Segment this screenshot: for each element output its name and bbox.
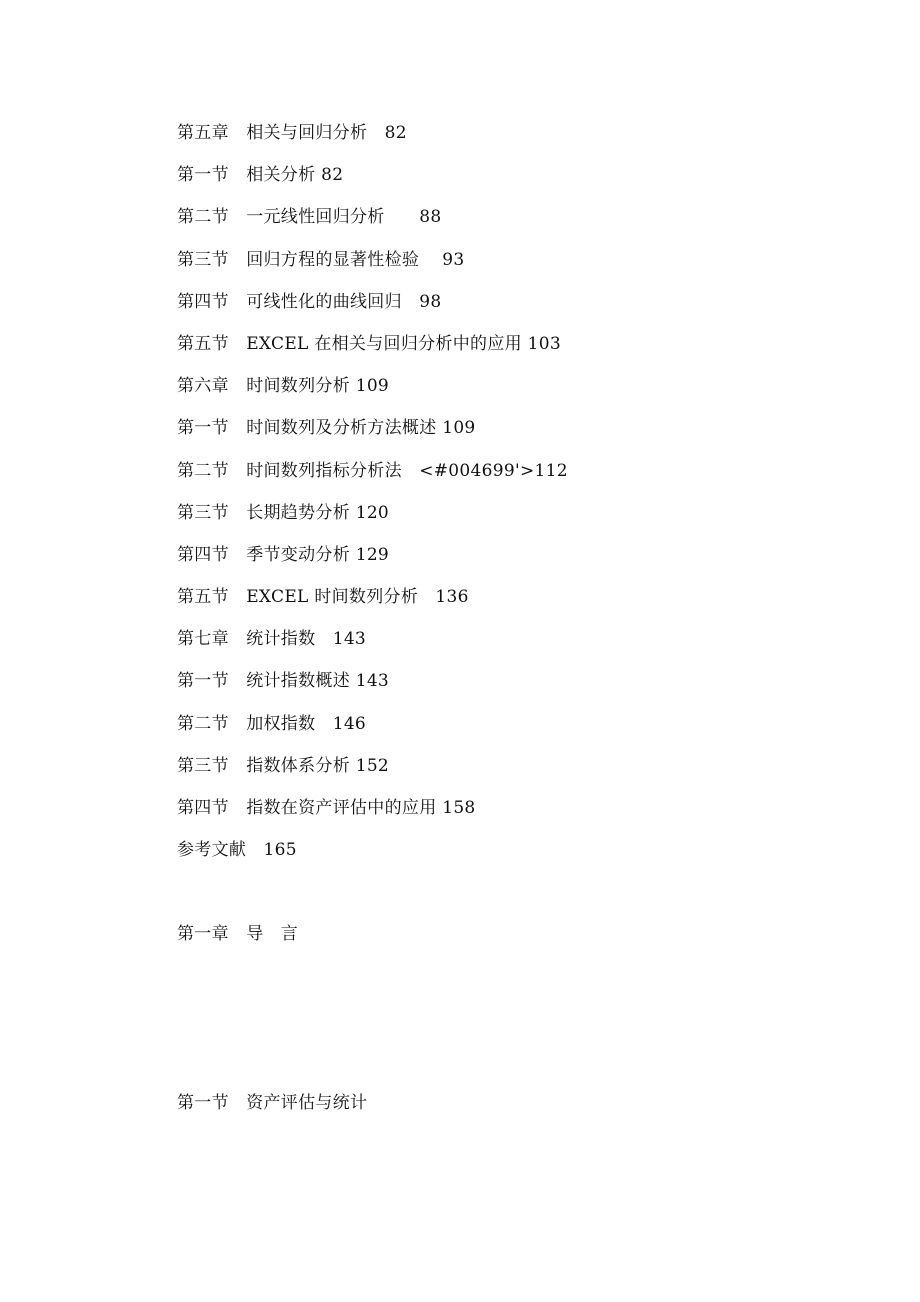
section-heading: 第一节 资产评估与统计 xyxy=(177,1093,368,1113)
toc-entry: 第四节 指数在资产评估中的应用 158 xyxy=(177,798,476,818)
toc-entry: 第二节 加权指数 146 xyxy=(177,713,367,734)
toc-entry: 第一节 相关分析 82 xyxy=(177,165,344,186)
toc-entry: 第五章 相关与回归分析 82 xyxy=(177,123,407,143)
toc-entry: 第四节 可线性化的曲线回归 98 xyxy=(177,291,442,312)
toc-entry: 第五节 EXCEL 在相关与回归分析中的应用 103 xyxy=(177,333,561,354)
toc-entry: 第六章 时间数列分析 109 xyxy=(177,376,390,397)
toc-entry: 第三节 回归方程的显著性检验 93 xyxy=(177,249,465,270)
toc-entry: 第一节 时间数列及分析方法概述 109 xyxy=(177,418,476,439)
toc-entry: 第四节 季节变动分析 129 xyxy=(177,544,390,565)
toc-entry: 第一节 统计指数概述 143 xyxy=(177,671,390,692)
chapter-heading: 第一章 导 言 xyxy=(177,924,299,944)
toc-entry: 第五节 EXCEL 时间数列分析 136 xyxy=(177,587,469,608)
toc-entry: 第三节 指数体系分析 152 xyxy=(177,755,390,776)
toc-entry: 参考文献 165 xyxy=(177,840,297,861)
table-of-contents xyxy=(177,118,568,877)
toc-entry: 第三节 长期趋势分析 120 xyxy=(177,502,390,523)
toc-entry: 第七章 统计指数 143 xyxy=(177,629,367,650)
toc-entry: 第二节 时间数列指标分析法 <#004699'>112 xyxy=(177,460,568,481)
toc-entry: 第二节 一元线性回归分析 88 xyxy=(177,207,442,228)
